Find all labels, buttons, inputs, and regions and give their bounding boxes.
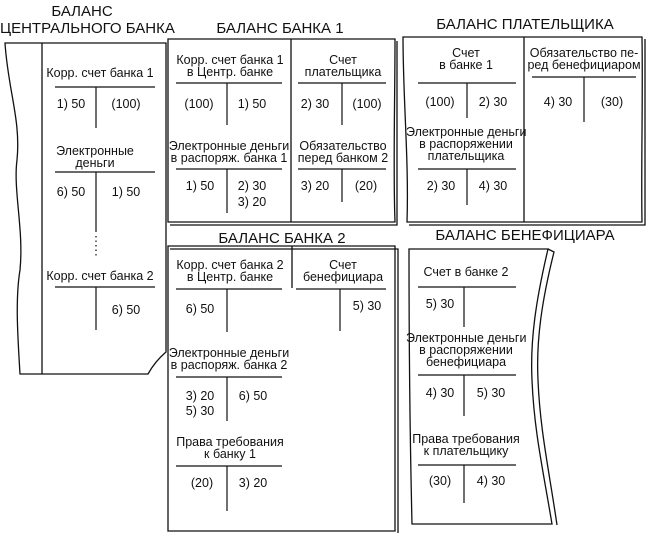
- beneficiary-acc3-name-line1: Права требования: [412, 432, 520, 446]
- bank1-acc2-right: (100): [352, 97, 382, 111]
- bank1-acc2-left: 2) 30: [300, 97, 330, 111]
- bank2-acc4-name-line2: к банку 1: [204, 447, 256, 461]
- bank2-acc2-right: 5) 30: [352, 299, 382, 313]
- payer-acc2-right: (30): [600, 95, 624, 109]
- beneficiary-acc2-name-line2: в распоряжении: [419, 343, 513, 357]
- beneficiary-acc2-left: 4) 30: [425, 386, 455, 400]
- bank2-acc4-left: (20): [190, 476, 214, 490]
- central-acc1-name: Корр. счет банка 1: [46, 66, 154, 80]
- central-acc2-name-line1: Электронные: [56, 144, 134, 158]
- bank1-acc1-name-line2: в Центр. банке: [186, 65, 274, 79]
- beneficiary-title: БАЛАНС БЕНЕФИЦИАРА: [435, 227, 615, 244]
- central-title-line2: ЦЕНТРАЛЬНОГО БАНКА: [0, 20, 175, 37]
- bank1-acc3-right2: 3) 20: [237, 195, 267, 209]
- payer-acc3-left: 2) 30: [426, 179, 456, 193]
- bank2-acc4-right: 3) 20: [238, 476, 268, 490]
- payer-title: БАЛАНС ПЛАТЕЛЬЩИКА: [436, 16, 614, 33]
- payer-acc1-name-line1: Счет: [452, 46, 480, 60]
- payer-acc2-left: 4) 30: [543, 95, 573, 109]
- bank2-acc3-left1: 3) 20: [185, 389, 215, 403]
- beneficiary-acc1-name: Счет в банке 2: [423, 265, 509, 279]
- bank2-acc1-name-line1: Корр. счет банка 2: [176, 258, 284, 272]
- bank2-acc3-name-line1: Электронные деньги: [168, 346, 290, 360]
- central-acc1-left: 1) 50: [56, 97, 86, 111]
- payer-acc3-right: 4) 30: [478, 179, 508, 193]
- bank1-acc1-right: 1) 50: [237, 97, 267, 111]
- central-acc1-right: (100): [111, 97, 141, 111]
- beneficiary-acc3-left: (30): [428, 474, 452, 488]
- payer-acc1-right: 2) 30: [478, 95, 508, 109]
- beneficiary-sheet-shadow: [538, 249, 557, 525]
- payer-acc1-name-line2: в банке 1: [439, 58, 493, 72]
- central-title-line1: БАЛАНС: [51, 3, 113, 20]
- beneficiary-acc2-name-line3: бенефициара: [425, 355, 507, 369]
- payer-acc2-name-line2: ред бенефициаром: [527, 58, 641, 72]
- bank1-acc2-name-line1: Счет: [329, 53, 357, 67]
- beneficiary-acc2-name-line1: Электронные деньги: [406, 331, 527, 345]
- bank2-acc3-left2: 5) 30: [185, 404, 215, 418]
- beneficiary-acc1-left: 5) 30: [425, 297, 455, 311]
- bank1-acc4-left: 3) 20: [300, 179, 330, 193]
- central-acc2-name-line2: деньги: [75, 156, 115, 170]
- payer-acc3-name-line2: в распоряжении: [419, 137, 513, 151]
- payer-acc2-name-line1: Обязательство пе-: [529, 46, 639, 60]
- beneficiary-acc2-right: 5) 30: [476, 386, 506, 400]
- central-acc2-right: 1) 50: [111, 185, 141, 199]
- bank2-acc2-name-line1: Счет: [329, 258, 357, 272]
- bank1-acc3-name-line1: Электронные деньги: [168, 139, 290, 153]
- bank1-title: БАЛАНС БАНКА 1: [216, 20, 344, 37]
- payer-acc3-name-line1: Электронные деньги: [406, 125, 527, 139]
- bank1-acc3-right1: 2) 30: [237, 179, 267, 193]
- beneficiary-acc3-name-line2: к плательщику: [423, 444, 509, 458]
- bank1-acc2-name-line2: плательщика: [304, 65, 382, 79]
- bank1-acc4-name-line2: перед банком 2: [297, 151, 389, 165]
- central-acc3-name: Корр. счет банка 2: [46, 269, 154, 283]
- bank2-title: БАЛАНС БАНКА 2: [218, 230, 346, 247]
- bank2-acc4-name-line1: Права требования: [176, 435, 284, 449]
- bank1-acc3-left: 1) 50: [185, 179, 215, 193]
- bank1-acc1-left: (100): [184, 97, 214, 111]
- bank1-acc4-name-line1: Обязательство: [299, 139, 387, 153]
- bank2-acc3-name-line2: в распоряж. банка 2: [170, 358, 288, 372]
- bank2-acc1-name-line2: в Центр. банке: [186, 270, 274, 284]
- central-bank-sheet: [5, 43, 166, 374]
- beneficiary-acc3-right: 4) 30: [476, 474, 506, 488]
- bank1-acc4-right: (20): [354, 179, 378, 193]
- bank1-acc1-name-line1: Корр. счет банка 1: [176, 53, 284, 67]
- central-acc3-right: 6) 50: [111, 303, 141, 317]
- bank2-acc3-right: 6) 50: [238, 389, 268, 403]
- payer-acc1-left: (100): [425, 95, 455, 109]
- payer-acc3-name-line3: плательщика: [427, 149, 505, 163]
- central-acc2-left: 6) 50: [56, 185, 86, 199]
- bank1-acc3-name-line2: в распоряж. банка 1: [170, 151, 288, 165]
- bank2-acc1-left: 6) 50: [185, 302, 215, 316]
- bank2-acc2-name-line2: бенефициара: [302, 270, 384, 284]
